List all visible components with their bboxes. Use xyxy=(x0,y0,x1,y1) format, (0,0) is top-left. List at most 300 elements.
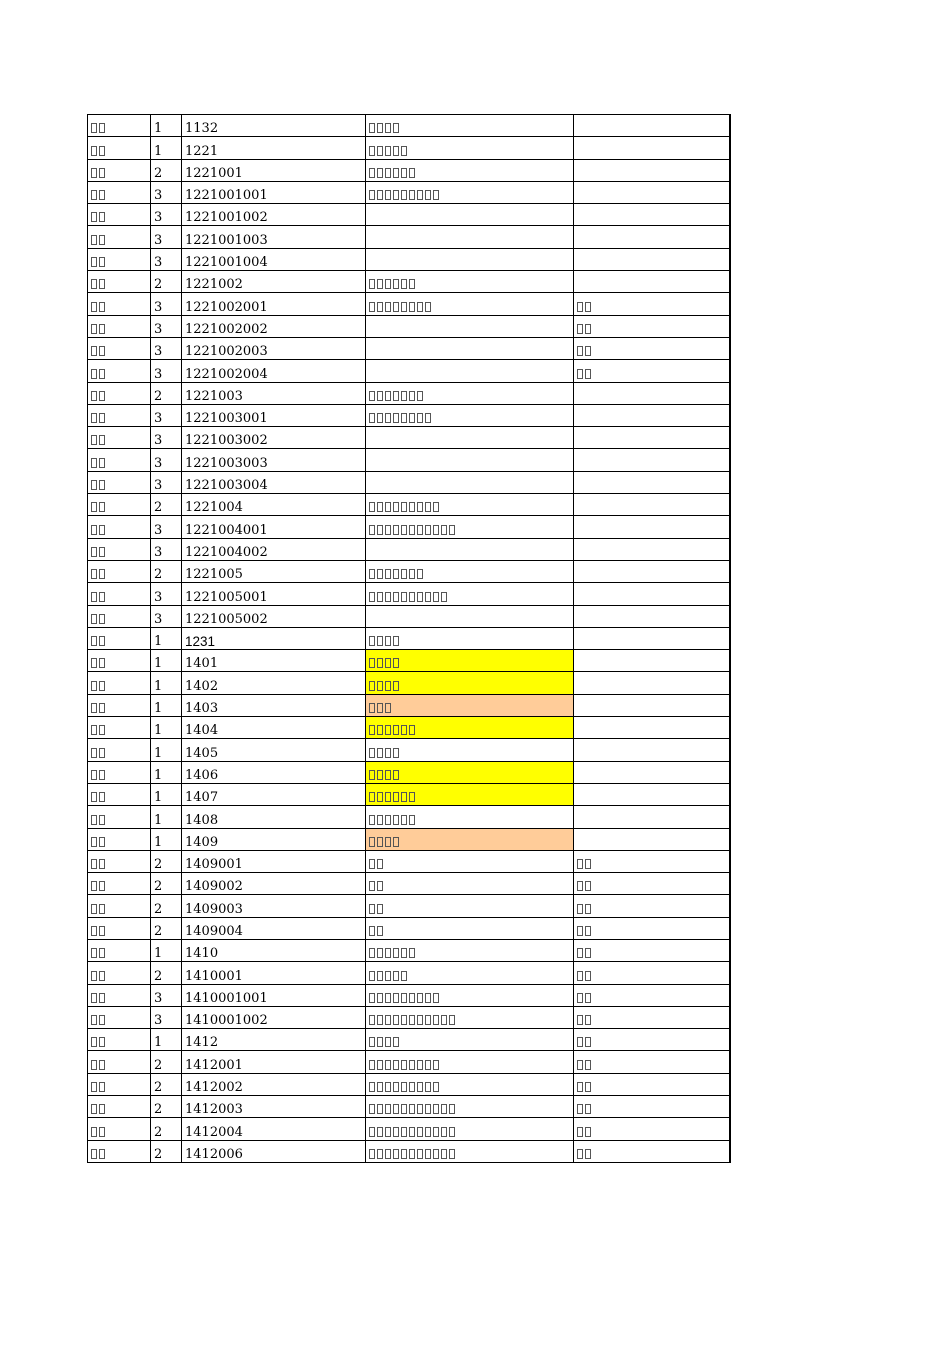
missing-glyph-icon xyxy=(409,502,415,512)
account-code-cell: 1409004 xyxy=(182,917,366,939)
note-cell xyxy=(574,717,730,739)
table-row xyxy=(88,739,730,761)
missing-glyph-icon xyxy=(385,993,391,1003)
missing-glyph-icon xyxy=(385,123,391,133)
missing-glyph-icon xyxy=(425,302,431,312)
account-name-cell xyxy=(366,717,574,739)
type-cell xyxy=(88,516,151,538)
missing-glyph-icon xyxy=(369,725,375,735)
missing-glyph-icon xyxy=(99,1104,105,1114)
account-name-cell xyxy=(366,516,574,538)
type-cell xyxy=(88,337,151,359)
missing-glyph-icon xyxy=(401,792,407,802)
missing-glyph-icon xyxy=(585,1037,591,1047)
type-cell xyxy=(88,1029,151,1051)
table-row xyxy=(88,627,730,649)
type-cell xyxy=(88,694,151,716)
level-cell: 1 xyxy=(151,1029,182,1051)
missing-glyph-icon xyxy=(99,257,105,267)
missing-glyph-icon xyxy=(99,770,105,780)
missing-glyph-icon xyxy=(577,859,583,869)
note-cell xyxy=(574,560,730,582)
table-row xyxy=(88,404,730,426)
account-code-cell: 1221004 xyxy=(182,494,366,516)
missing-glyph-icon xyxy=(385,792,391,802)
level-cell: 1 xyxy=(151,115,182,137)
missing-glyph-icon xyxy=(369,391,375,401)
table-row xyxy=(88,895,730,917)
missing-glyph-icon xyxy=(585,926,591,936)
type-cell xyxy=(88,739,151,761)
missing-glyph-icon xyxy=(91,391,97,401)
missing-glyph-icon xyxy=(441,525,447,535)
note-cell xyxy=(574,360,730,382)
note-cell xyxy=(574,382,730,404)
missing-glyph-icon xyxy=(393,792,399,802)
note-cell xyxy=(574,226,730,248)
level-cell: 3 xyxy=(151,226,182,248)
type-cell xyxy=(88,761,151,783)
level-cell: 2 xyxy=(151,873,182,895)
missing-glyph-icon xyxy=(385,279,391,289)
table-row xyxy=(88,583,730,605)
table-row xyxy=(88,873,730,895)
missing-glyph-icon xyxy=(369,190,375,200)
missing-glyph-icon xyxy=(99,324,105,334)
account-code-cell: 1412002 xyxy=(182,1073,366,1095)
missing-glyph-icon xyxy=(401,302,407,312)
missing-glyph-icon xyxy=(91,881,97,891)
account-code-cell: 1221002001 xyxy=(182,293,366,315)
account-name-cell xyxy=(366,560,574,582)
missing-glyph-icon xyxy=(401,993,407,1003)
account-code-cell: 1409001 xyxy=(182,850,366,872)
type-cell xyxy=(88,560,151,582)
missing-glyph-icon xyxy=(377,748,383,758)
missing-glyph-icon xyxy=(369,971,375,981)
missing-glyph-icon xyxy=(385,525,391,535)
missing-glyph-icon xyxy=(385,948,391,958)
missing-glyph-icon xyxy=(385,391,391,401)
missing-glyph-icon xyxy=(91,525,97,535)
missing-glyph-icon xyxy=(433,592,439,602)
missing-glyph-icon xyxy=(91,146,97,156)
note-cell xyxy=(574,271,730,293)
account-name-cell xyxy=(366,873,574,895)
missing-glyph-icon xyxy=(401,168,407,178)
missing-glyph-icon xyxy=(99,904,105,914)
level-cell: 3 xyxy=(151,427,182,449)
missing-glyph-icon xyxy=(409,1104,415,1114)
account-name-cell xyxy=(366,627,574,649)
missing-glyph-icon xyxy=(585,859,591,869)
account-name-cell xyxy=(366,471,574,493)
missing-glyph-icon xyxy=(91,123,97,133)
account-code-cell: 1405 xyxy=(182,739,366,761)
note-cell xyxy=(574,1073,730,1095)
missing-glyph-icon xyxy=(401,725,407,735)
account-code-cell: 1231 xyxy=(182,627,366,649)
note-cell xyxy=(574,583,730,605)
type-cell xyxy=(88,583,151,605)
missing-glyph-icon xyxy=(99,1037,105,1047)
missing-glyph-icon xyxy=(385,725,391,735)
missing-glyph-icon xyxy=(99,190,105,200)
note-cell xyxy=(574,895,730,917)
level-cell: 1 xyxy=(151,828,182,850)
missing-glyph-icon xyxy=(393,123,399,133)
level-cell: 3 xyxy=(151,605,182,627)
table-row xyxy=(88,382,730,404)
missing-glyph-icon xyxy=(91,792,97,802)
missing-glyph-icon xyxy=(369,948,375,958)
missing-glyph-icon xyxy=(385,413,391,423)
type-cell xyxy=(88,1051,151,1073)
account-name-cell xyxy=(366,739,574,761)
table-row xyxy=(88,248,730,270)
missing-glyph-icon xyxy=(409,1060,415,1070)
missing-glyph-icon xyxy=(377,279,383,289)
missing-glyph-icon xyxy=(385,190,391,200)
missing-glyph-icon xyxy=(393,658,399,668)
missing-glyph-icon xyxy=(417,1060,423,1070)
missing-glyph-icon xyxy=(577,1037,583,1047)
missing-glyph-icon xyxy=(393,592,399,602)
account-name-cell xyxy=(366,494,574,516)
table-row xyxy=(88,516,730,538)
missing-glyph-icon xyxy=(417,1127,423,1137)
table-row xyxy=(88,761,730,783)
note-cell xyxy=(574,404,730,426)
missing-glyph-icon xyxy=(369,815,375,825)
missing-glyph-icon xyxy=(91,235,97,245)
note-cell xyxy=(574,1051,730,1073)
table-row xyxy=(88,694,730,716)
level-cell: 2 xyxy=(151,1118,182,1140)
missing-glyph-icon xyxy=(99,792,105,802)
missing-glyph-icon xyxy=(401,1149,407,1159)
table-row xyxy=(88,204,730,226)
missing-glyph-icon xyxy=(377,502,383,512)
note-cell xyxy=(574,337,730,359)
missing-glyph-icon xyxy=(377,1082,383,1092)
missing-glyph-icon xyxy=(385,837,391,847)
missing-glyph-icon xyxy=(99,592,105,602)
missing-glyph-icon xyxy=(369,703,375,713)
missing-glyph-icon xyxy=(369,926,375,936)
missing-glyph-icon xyxy=(369,1037,375,1047)
type-cell xyxy=(88,850,151,872)
missing-glyph-icon xyxy=(99,369,105,379)
account-name-cell xyxy=(366,962,574,984)
missing-glyph-icon xyxy=(377,993,383,1003)
missing-glyph-icon xyxy=(401,502,407,512)
note-cell xyxy=(574,293,730,315)
missing-glyph-icon xyxy=(401,569,407,579)
table-row xyxy=(88,939,730,961)
missing-glyph-icon xyxy=(585,1060,591,1070)
account-code-cell: 1412004 xyxy=(182,1118,366,1140)
missing-glyph-icon xyxy=(449,1149,455,1159)
table-row xyxy=(88,1029,730,1051)
account-name-cell xyxy=(366,761,574,783)
missing-glyph-icon xyxy=(91,948,97,958)
missing-glyph-icon xyxy=(409,1127,415,1137)
type-cell xyxy=(88,1006,151,1028)
level-cell: 1 xyxy=(151,783,182,805)
level-cell: 3 xyxy=(151,538,182,560)
missing-glyph-icon xyxy=(369,792,375,802)
table-row xyxy=(88,360,730,382)
table-row xyxy=(88,427,730,449)
missing-glyph-icon xyxy=(369,302,375,312)
missing-glyph-icon xyxy=(577,948,583,958)
type-cell xyxy=(88,783,151,805)
missing-glyph-icon xyxy=(91,1037,97,1047)
missing-glyph-icon xyxy=(417,525,423,535)
missing-glyph-icon xyxy=(377,725,383,735)
table-row xyxy=(88,962,730,984)
missing-glyph-icon xyxy=(377,658,383,668)
missing-glyph-icon xyxy=(417,1149,423,1159)
missing-glyph-icon xyxy=(409,993,415,1003)
type-cell xyxy=(88,939,151,961)
missing-glyph-icon xyxy=(91,212,97,222)
note-cell xyxy=(574,828,730,850)
missing-glyph-icon xyxy=(91,725,97,735)
missing-glyph-icon xyxy=(99,993,105,1003)
level-cell: 3 xyxy=(151,360,182,382)
missing-glyph-icon xyxy=(585,881,591,891)
level-cell: 3 xyxy=(151,337,182,359)
missing-glyph-icon xyxy=(99,725,105,735)
type-cell xyxy=(88,672,151,694)
missing-glyph-icon xyxy=(369,658,375,668)
missing-glyph-icon xyxy=(425,1104,431,1114)
missing-glyph-icon xyxy=(425,1149,431,1159)
level-cell: 3 xyxy=(151,204,182,226)
account-code-cell: 1410001001 xyxy=(182,984,366,1006)
missing-glyph-icon xyxy=(393,1104,399,1114)
type-cell xyxy=(88,494,151,516)
missing-glyph-icon xyxy=(377,837,383,847)
missing-glyph-icon xyxy=(99,302,105,312)
type-cell xyxy=(88,1118,151,1140)
missing-glyph-icon xyxy=(393,525,399,535)
account-name-cell xyxy=(366,806,574,828)
missing-glyph-icon xyxy=(401,391,407,401)
missing-glyph-icon xyxy=(91,748,97,758)
missing-glyph-icon xyxy=(577,881,583,891)
missing-glyph-icon xyxy=(585,324,591,334)
missing-glyph-icon xyxy=(99,948,105,958)
table-row xyxy=(88,850,730,872)
type-cell xyxy=(88,315,151,337)
account-name-cell xyxy=(366,404,574,426)
missing-glyph-icon xyxy=(91,1015,97,1025)
missing-glyph-icon xyxy=(409,1149,415,1159)
note-cell xyxy=(574,605,730,627)
missing-glyph-icon xyxy=(401,948,407,958)
missing-glyph-icon xyxy=(91,703,97,713)
missing-glyph-icon xyxy=(369,748,375,758)
missing-glyph-icon xyxy=(433,1082,439,1092)
account-code-cell: 1412003 xyxy=(182,1096,366,1118)
account-name-cell xyxy=(366,1029,574,1051)
missing-glyph-icon xyxy=(409,948,415,958)
missing-glyph-icon xyxy=(417,993,423,1003)
table-row xyxy=(88,471,730,493)
missing-glyph-icon xyxy=(417,1015,423,1025)
level-cell: 2 xyxy=(151,494,182,516)
account-name-cell xyxy=(366,605,574,627)
missing-glyph-icon xyxy=(369,502,375,512)
table-row xyxy=(88,917,730,939)
note-cell xyxy=(574,984,730,1006)
missing-glyph-icon xyxy=(91,681,97,691)
account-name-cell xyxy=(366,449,574,471)
level-cell: 3 xyxy=(151,583,182,605)
account-name-cell xyxy=(366,850,574,872)
missing-glyph-icon xyxy=(99,971,105,981)
account-name-cell xyxy=(366,271,574,293)
missing-glyph-icon xyxy=(417,592,423,602)
missing-glyph-icon xyxy=(425,1060,431,1070)
type-cell xyxy=(88,917,151,939)
table-row xyxy=(88,560,730,582)
account-code-cell: 1132 xyxy=(182,115,366,137)
missing-glyph-icon xyxy=(417,569,423,579)
missing-glyph-icon xyxy=(99,547,105,557)
missing-glyph-icon xyxy=(91,413,97,423)
account-name-cell xyxy=(366,828,574,850)
missing-glyph-icon xyxy=(99,859,105,869)
missing-glyph-icon xyxy=(585,904,591,914)
type-cell xyxy=(88,873,151,895)
account-name-cell xyxy=(366,895,574,917)
missing-glyph-icon xyxy=(385,1104,391,1114)
missing-glyph-icon xyxy=(401,971,407,981)
missing-glyph-icon xyxy=(369,279,375,289)
note-cell xyxy=(574,449,730,471)
missing-glyph-icon xyxy=(377,525,383,535)
missing-glyph-icon xyxy=(99,1015,105,1025)
missing-glyph-icon xyxy=(417,1082,423,1092)
type-cell xyxy=(88,1140,151,1162)
missing-glyph-icon xyxy=(91,279,97,289)
account-name-cell xyxy=(366,650,574,672)
missing-glyph-icon xyxy=(401,1127,407,1137)
missing-glyph-icon xyxy=(91,1149,97,1159)
account-code-cell: 1407 xyxy=(182,783,366,805)
note-cell xyxy=(574,1118,730,1140)
missing-glyph-icon xyxy=(99,413,105,423)
missing-glyph-icon xyxy=(91,614,97,624)
missing-glyph-icon xyxy=(377,681,383,691)
missing-glyph-icon xyxy=(393,815,399,825)
missing-glyph-icon xyxy=(433,502,439,512)
missing-glyph-icon xyxy=(409,302,415,312)
account-code-cell: 1221001004 xyxy=(182,248,366,270)
missing-glyph-icon xyxy=(425,1127,431,1137)
note-cell xyxy=(574,248,730,270)
missing-glyph-icon xyxy=(577,1015,583,1025)
type-cell xyxy=(88,895,151,917)
table-row xyxy=(88,1073,730,1095)
missing-glyph-icon xyxy=(409,525,415,535)
missing-glyph-icon xyxy=(369,168,375,178)
missing-glyph-icon xyxy=(91,926,97,936)
missing-glyph-icon xyxy=(91,458,97,468)
missing-glyph-icon xyxy=(91,1082,97,1092)
account-code-cell: 1409003 xyxy=(182,895,366,917)
missing-glyph-icon xyxy=(377,1060,383,1070)
missing-glyph-icon xyxy=(369,993,375,1003)
missing-glyph-icon xyxy=(91,1060,97,1070)
table-row xyxy=(88,828,730,850)
note-cell xyxy=(574,739,730,761)
missing-glyph-icon xyxy=(401,1082,407,1092)
missing-glyph-icon xyxy=(409,190,415,200)
type-cell xyxy=(88,427,151,449)
missing-glyph-icon xyxy=(393,1149,399,1159)
level-cell: 2 xyxy=(151,850,182,872)
account-code-cell: 1221003 xyxy=(182,382,366,404)
level-cell: 2 xyxy=(151,1051,182,1073)
missing-glyph-icon xyxy=(393,168,399,178)
note-cell xyxy=(574,494,730,516)
missing-glyph-icon xyxy=(409,815,415,825)
account-name-cell xyxy=(366,1073,574,1095)
missing-glyph-icon xyxy=(91,993,97,1003)
missing-glyph-icon xyxy=(385,681,391,691)
missing-glyph-icon xyxy=(393,1127,399,1137)
missing-glyph-icon xyxy=(369,1104,375,1114)
table-row xyxy=(88,137,730,159)
missing-glyph-icon xyxy=(401,190,407,200)
missing-glyph-icon xyxy=(577,324,583,334)
table-row xyxy=(88,226,730,248)
type-cell xyxy=(88,828,151,850)
account-code-cell: 1221004002 xyxy=(182,538,366,560)
missing-glyph-icon xyxy=(577,369,583,379)
missing-glyph-icon xyxy=(377,123,383,133)
missing-glyph-icon xyxy=(393,948,399,958)
missing-glyph-icon xyxy=(91,324,97,334)
account-code-cell: 1221003004 xyxy=(182,471,366,493)
missing-glyph-icon xyxy=(91,837,97,847)
note-cell xyxy=(574,1096,730,1118)
missing-glyph-icon xyxy=(369,123,375,133)
missing-glyph-icon xyxy=(377,391,383,401)
missing-glyph-icon xyxy=(393,190,399,200)
missing-glyph-icon xyxy=(393,837,399,847)
note-cell xyxy=(574,806,730,828)
missing-glyph-icon xyxy=(385,1037,391,1047)
missing-glyph-icon xyxy=(449,1104,455,1114)
missing-glyph-icon xyxy=(393,1060,399,1070)
missing-glyph-icon xyxy=(401,525,407,535)
level-cell: 2 xyxy=(151,382,182,404)
missing-glyph-icon xyxy=(409,413,415,423)
type-cell xyxy=(88,181,151,203)
account-name-cell xyxy=(366,115,574,137)
missing-glyph-icon xyxy=(577,971,583,981)
level-cell: 3 xyxy=(151,1006,182,1028)
missing-glyph-icon xyxy=(393,502,399,512)
account-name-cell xyxy=(366,382,574,404)
note-cell xyxy=(574,627,730,649)
